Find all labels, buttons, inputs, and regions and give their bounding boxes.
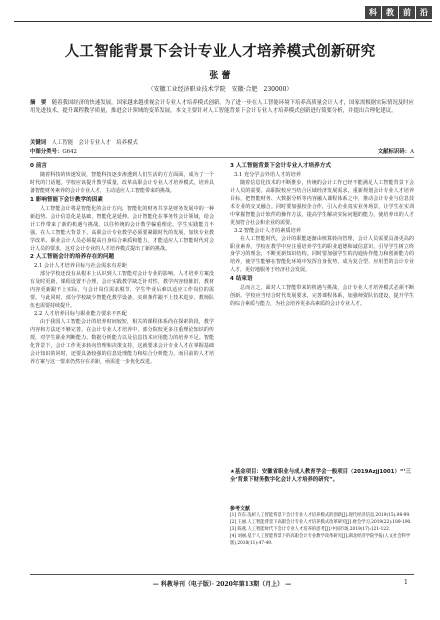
keywords-text: 人工智能 会计专业人才 培养模式 xyxy=(51,140,138,146)
author-name: 张 蕾 xyxy=(209,71,231,81)
left-column xyxy=(30,162,214,367)
author-affiliation: （安徽工业经济职业技术学院 安徽·合肥 230000） xyxy=(147,86,293,93)
header-rule xyxy=(14,21,432,22)
abstract-label: 摘 要 xyxy=(30,100,47,106)
classification xyxy=(30,147,414,155)
section-heading: 3 人工智能背景下会计专业人才培养方式 xyxy=(230,163,331,169)
references xyxy=(230,506,414,547)
paragraph: 人工智能会计将是智能化的会计方向，智能化的财务共享是财务发展中的一种新趋势。会计信息化是基础，智能化是延伸。会计智能化在事务性会计领域，给会计工作带来了新的机遇与挑战。以往传统的会计教学偏重理论，学生实践能力不强。在人工智能大背景下，高职会计专业教学必须要紧跟时代的发展，加快专业教学改革。职业会计人员必须提高自身综合素质和能力，才能适应人工智能时代对会计人员的要求，这对会计专业的人才培养模式提出了新的挑战。 xyxy=(30,205,214,252)
reference-item: [3] 陈燕.人工智能时代下会计专业人才培养的思考[J].中国市场,2019(17):121-122. xyxy=(230,526,391,532)
paragraph: 在人工智能时代，会计的职能逐渐由核算转向管理，会计人员需要具备更高的职业素养。学校在教学中应注重培养学生的职业道德和诚信意识，引导学生树立终身学习的理念，不断更新知识结构。同时要加强学生的沟通协作能力和创新能力的培养，使学生能够在智能化环境中发挥自身优势，成为复合型、应用型的会计专业人才，更好地服务于经济社会发展。 xyxy=(230,235,414,274)
paragraph: 总而言之，面对人工智能带来的机遇与挑战，会计专业人才培养模式必须不断创新。学校应当结合时代发展要求，完善课程体系，加强师资队伍建设，提升学生的综合素质与能力，为社会培养更多高素质的会计专业人才。 xyxy=(230,285,414,308)
keywords-label: 关键词 xyxy=(30,140,47,146)
section-tag-char: 教 xyxy=(382,6,398,19)
paragraph: 随着科技的快速发展，智能科技逐步渗透到人们生活的方方面面，成为了一个时代的门话题。学校应该提升教学质量，改革高职会计专业人才培养模式，培养具备智能财务素养的会计专业人才，主动适应人工智能带来的挑战。 xyxy=(30,171,214,194)
paragraph: 随着信息化技术的不断推步，传统的会计工作已经不能满足人工智能背景下会计人员的需要。高职院校应当结合区域经济发展需求，重新规划会计专业人才培养目标，把智能财务、大数据分析等内容融入课程体系之中，推动会计专业与信息技术专业的交叉融合。同时要加强校企合作，引入企业真实业务场景，让学生在实训中掌握智能会计软件的操作方法，提高学生解决实际问题的能力，使培养出的人才更加符合社会和企业的需要。 xyxy=(230,179,414,226)
section-tag-char: 沿 xyxy=(416,6,432,19)
section-heading: 0 前言 xyxy=(30,163,48,169)
reference-item: [2] 王丽.人工智能背景下高职会计专业人才培养模式改革研究[J].财会学习,2019(22):189-190. xyxy=(230,519,412,525)
divider xyxy=(30,157,414,158)
page-number: 1 xyxy=(404,579,408,586)
reference-item: [4] 刘丽.基于人工智能背景下的高职会计专业教学改革研究[J].湖北经济学院学报(人文社会科学版),2018(11):47-49. xyxy=(230,533,411,546)
abstract-text: 随着我国经济的快速发展，国家越来越重视会计专业人才培养模式创新。为了进一步在人工智能环境下培养高质量会计人才，国家需根据实际情况及时应用先进技术，提升课程教学质量，推进会计领域的变革发展。本文主要针对人工智能背景下会计专业人才培养模式创新进行简要分析，并提出合理化建议。 xyxy=(30,100,414,115)
section-heading: 1 影响智能下会计教学的因素 xyxy=(30,196,103,203)
journal-footer: — 科教导刊（电子版）· 2020年第13期（月上） — xyxy=(152,581,292,588)
section-heading: 2.1 会计人才培养目标与社会需求有差距 xyxy=(34,263,127,270)
section-heading: 2.2 人才培养目标与职业能力要求不匹配 xyxy=(34,311,127,318)
fund-note: ★基金项目：安徽省职业与成人教育学会一般项目（2019Azjj1001）“‘三全’背景下财务数字化会计人才培养的研究”。 xyxy=(230,469,411,483)
section-heading: 3.2 智能会计人才的素质培养 xyxy=(234,227,301,234)
paragraph: 部分学校还没有从根本上认识到人工智能对会计专业的影响，人才培养方案没有及时更新，课程设置不合理，会计实践教学缺乏针对性，教学内容较陈旧，教材内容更新跟不上实际，与会计岗位需求脱节，学生毕业后难以适应工作岗位的需要。与此同时，部分学校缺少智能化教学设备，实训条件跟不上技术进步，教师队伍也需要持续提升。 xyxy=(30,271,214,310)
section-tag-char: 科 xyxy=(365,6,381,19)
doc-code: 文献标识码：A xyxy=(377,149,414,155)
reference-item: [1] 许东.浅析人工智能背景下会计专业人才培养模式的创新[J].现代经济信息,2019(15):98-99. xyxy=(230,512,411,518)
abstract xyxy=(30,99,414,116)
section-heading: 2 人工智能会计的培养存在的问题 xyxy=(30,254,115,261)
keywords xyxy=(30,138,414,146)
paragraph: 由于我国人工智能会计的培养时间较短，相关的课程体系尚在探索阶段，教学内容和方法还不够完善。在会计专业人才培养中，部分院校更多注重理论知识的传授，对学生职业判断能力、数据分析能力以及信息技术应用能力的培养不足。智能化背景下，会计工作更多转向管理和决策支持，这就要求会计专业人才在掌握基础会计知识的同时，还要具备较强的信息处理能力和综合分析能力，而目前的人才培养方案与这一要求仍然存在差距，亟需进一步优化改进。 xyxy=(30,319,214,365)
section-heading: 3.1 充分学会外语人才的培养 xyxy=(234,171,301,178)
section-tag-char: 前 xyxy=(399,6,415,19)
footer-rule xyxy=(30,574,414,575)
cn-classification: 中图分类号：G642 xyxy=(30,149,77,155)
section-heading: 4 结束语 xyxy=(230,276,253,283)
references-title: 参考文献 xyxy=(230,506,251,512)
section-tag xyxy=(364,6,432,19)
paper-title: 人工智能背景下会计专业人才培养模式创新研究 xyxy=(64,44,376,60)
right-column xyxy=(230,162,414,309)
